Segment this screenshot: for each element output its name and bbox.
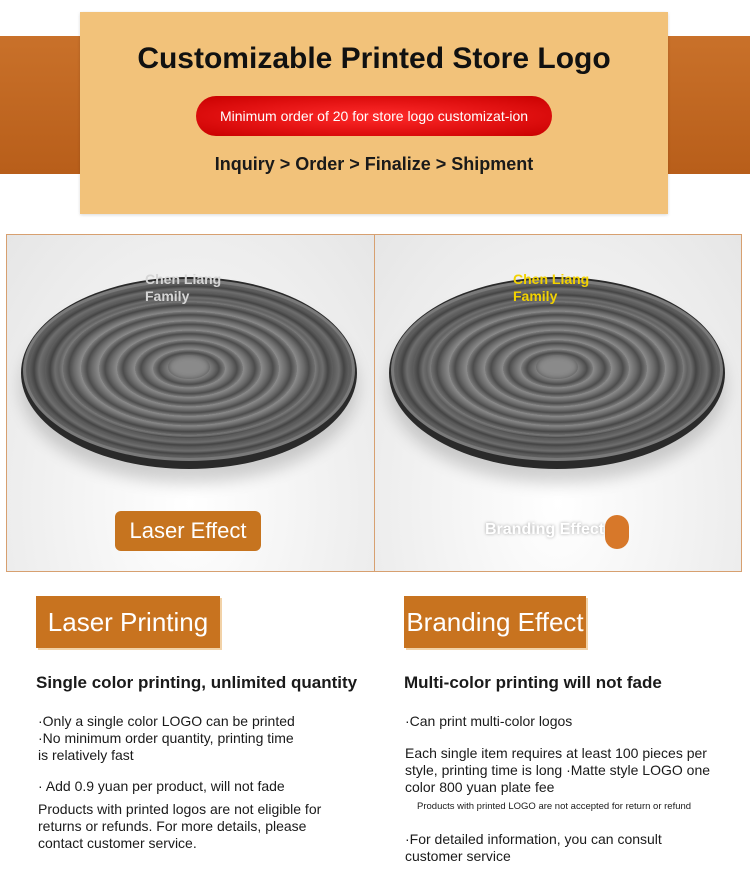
branding-photo-panel (375, 235, 741, 571)
process-steps: Inquiry > Order > Finalize > Shipment (214, 154, 534, 174)
plate-image (21, 277, 357, 469)
laser-effect-tag: Laser Effect (115, 511, 261, 551)
comparison-photos (6, 234, 742, 572)
branding-logo-sample: Chen Liang Family (513, 271, 590, 304)
plate-image (389, 277, 725, 469)
laser-subhead: Single color printing, unlimited quantity (36, 673, 358, 692)
branding-subhead: Multi-color printing will not fade (404, 673, 662, 692)
branding-effect-tag: Branding Effect (485, 515, 631, 549)
branding-effect-title: Branding Effect (404, 596, 586, 648)
laser-paragraph-2: · Add 0.9 yuan per product, will not fade (38, 778, 285, 794)
branding-paragraph-1: ·Can print multi-color logos (405, 713, 573, 729)
header-banner (80, 12, 668, 214)
laser-photo-panel (7, 235, 374, 571)
min-order-badge: Minimum order of 20 for store logo customizat-ion (196, 96, 552, 136)
page-title: Customizable Printed Store Logo (137, 42, 611, 75)
branding-note: Products with printed LOGO are not accepted for return or refund (417, 801, 692, 812)
laser-paragraph-3: Products with printed logos are not eligible for returns or refunds. For more details, please contact customer service. (38, 801, 322, 851)
branding-paragraph-3: ·For detailed information, you can consult customer service (405, 831, 662, 864)
branding-paragraph-2: Each single item requires at least 100 pieces per style, printing time is long ·Matte style LOGO one color 800 yuan plate fee (405, 745, 711, 795)
laser-logo-sample: Chen Liang Family (145, 271, 222, 304)
laser-paragraph-1: ·Only a single color LOGO can be printed ·No minimum order quantity, printing time is relatively fast (38, 713, 295, 763)
laser-printing-title: Laser Printing (36, 596, 220, 648)
